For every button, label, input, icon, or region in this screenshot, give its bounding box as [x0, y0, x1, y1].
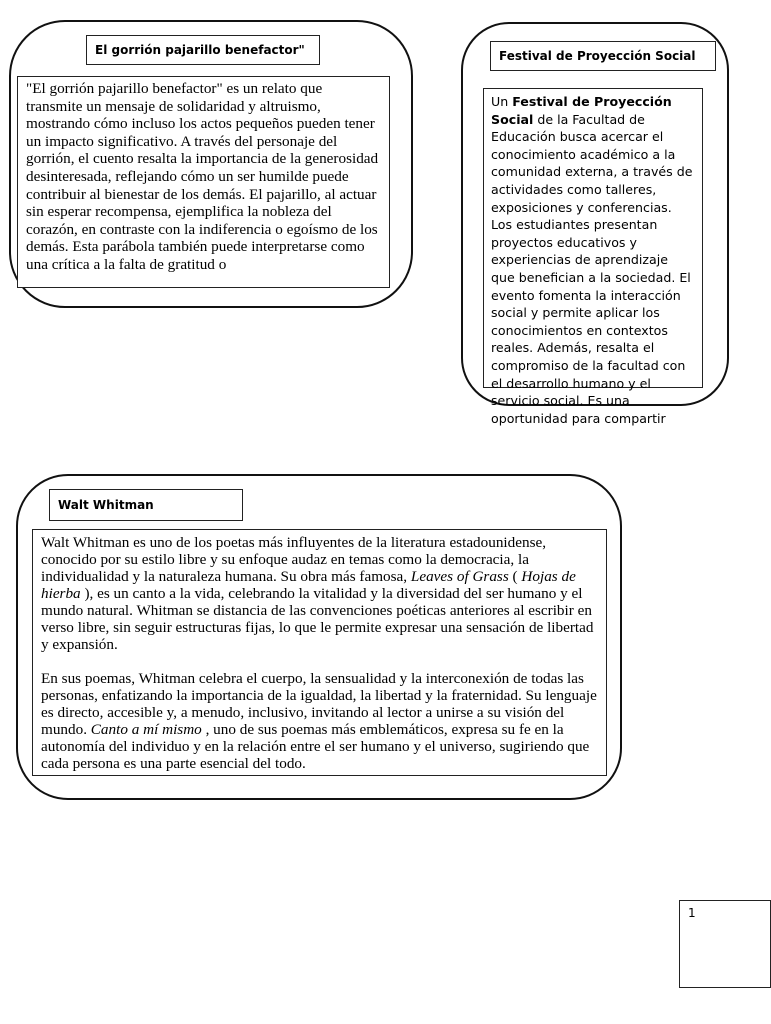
gorrion-text — [17, 76, 390, 288]
whitman-paragraph-1 — [41, 534, 598, 653]
festival-body-prefix: Un — [491, 94, 513, 109]
gorrion-title: El gorrión pajarillo benefactor" — [86, 35, 320, 65]
whitman-p2-b: , uno de sus poemas más emblemáticos, expresa su fe en la autonomía del individuo y en la relación entre el ser humano y el universo, sugiriendo que cada persona es una parte esencial del todo. — [41, 721, 590, 772]
festival-body-bold: Festival de Proyección Social — [491, 94, 672, 127]
whitman-p1-b: ( — [508, 568, 522, 585]
festival-text — [483, 88, 703, 426]
whitman-paragraph-2 — [41, 670, 598, 772]
whitman-p2-a: En sus poemas, Whitman celebra el cuerpo, la sensualidad y la interconexión de todas las personas, enfatizando la importancia de la igualdad, la libertad y la fraternidad. Su lenguaje es directo, accesible y, a menudo, inclusivo, invitando al lector a unirse a su visión del mundo. — [41, 670, 597, 738]
festival-body-rest: de la Facultad de Educación busca acercar el conocimiento académico a la comunidad externa, a través de actividades como talleres, exposiciones y conferencias. Los estudiantes presentan proyectos educativos y experiencias de aprendizaje que benefician a la sociedad. El evento fomenta la interacción social y permite aplicar los conocimientos en contextos reales. Además, resalta el compromiso de la facultad con el desarrollo humano y el servicio social. Es una oportunidad para compartir — [491, 111, 693, 426]
gorrion-body: "El gorrión pajarillo benefactor" es un relato que transmite un mensaje de solidaridad y altruismo, mostrando cómo incluso los actos pequeños pueden tener un impacto significativo. A través del personaje del gorrión, el cuento resalta la importancia de la generosidad desinteresada, reflejando cómo un ser humilde puede contribuir al bienestar de los demás. El pajarillo, al actuar sin esperar recompensa, ejemplifica la nobleza del corazón, en contraste con la indiferencia o egoísmo de los demás. Esta parábola también puede interpretarse como una crítica a la falta de gratitud o — [26, 80, 379, 273]
whitman-text — [32, 529, 607, 776]
festival-title: Festival de Proyección Social — [490, 41, 716, 71]
whitman-p1-italic-leaves: Leaves of Grass — [410, 568, 509, 585]
whitman-p2-italic-canto: Canto a mí mismo — [90, 721, 202, 738]
whitman-p1-italic-hojas: Hojas de hierba — [41, 568, 576, 602]
whitman-p1-a: Walt Whitman es uno de los poetas más influyentes de la literatura estadounidense, conocido por su estilo libre y su enfoque audaz en temas como la democracia, la individualidad y la naturaleza humana. Su obra más famosa, — [41, 534, 547, 585]
whitman-title: Walt Whitman — [49, 489, 243, 521]
page-number: 1 — [679, 900, 771, 988]
whitman-p1-c: ), es un canto a la vida, celebrando la vitalidad y la diversidad del ser humano y el mundo natural. Whitman se distancia de las convenciones poéticas anteriores al escribir en verso libre, sin seguir estructuras fijas, lo que le permite expresar una sensación de libertad y expansión. — [41, 585, 594, 653]
